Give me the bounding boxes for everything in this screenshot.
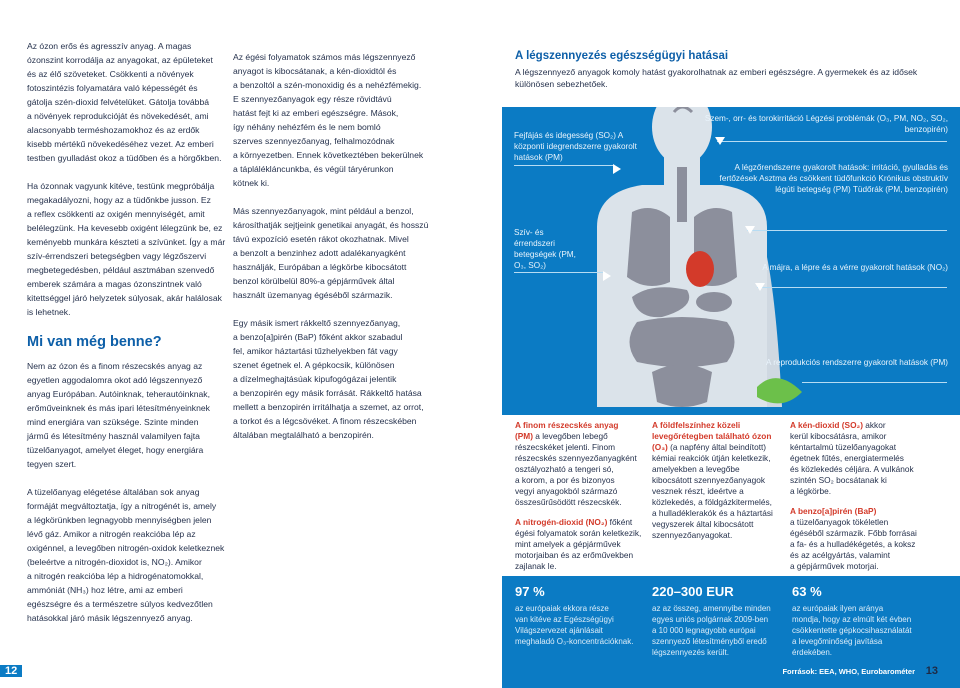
eye-arrow-icon	[715, 137, 725, 145]
left-column-2	[233, 50, 438, 456]
left-lung-icon	[627, 208, 670, 286]
bap-fact-text: a tüzelőanyagok tökéletlen égéséből származik. Főbb forrásai a fa- és a hulladékégetés, a koksz és az acélgyártás, valamint a gépjárművek motorjai.	[790, 517, 917, 571]
stat-car-use	[792, 584, 932, 658]
heart-disease-label: Szív- és érrendszeri betegségek (PM, O₃, SO₂)	[514, 228, 576, 270]
left-column-1	[27, 39, 227, 639]
headache-leader-line	[514, 165, 614, 166]
right-page	[502, 0, 960, 688]
reproductive-organ-icon	[652, 365, 712, 408]
stat-value: 220–300 EUR	[652, 584, 734, 599]
benzene-paragraph: Más szennyezőanyagok, mint például a benzol, károsíthatják sejtjeink genetikai anyagát, és hosszú távú expozíció esetén rákot okozhatnak. Mivel a benzolt a benzinhez adott adalékanyagként használják, Európában a légkörbe kibocsátott benzol körülbelül 80%-a gépjárművek által használt üzemanyag égéséből származik.	[233, 206, 429, 300]
respiratory-arrow-icon	[745, 226, 755, 234]
so2-fact-title: A kén-dioxid (SO₂)	[790, 420, 863, 430]
stat-pollution-cost	[652, 584, 787, 658]
benzopyrene-paragraph: Egy másik ismert rákkeltő szennyezőanyag, a benzo[a]pirén (BaP) főként akkor szabadul fel, amikor háztartási tűzhelyekben fát vagy szenet égetnek el. A gépkocsik, különösen a dízelmeghajtásúak kipufogógázai jelentik a benzopirén egy másik forrását. Rákkeltő hatása mellett a benzopirén irritálhatja a szemet, az orrot, a torkot és a légcsövéket. A finom részecskében általában megtalálható a benzopirén.	[233, 318, 424, 440]
page-number-left: 12	[0, 665, 22, 677]
intestines-icon	[630, 317, 735, 367]
heart-arrow-icon	[603, 271, 611, 281]
combustion-paragraph: Az égési folyamatok számos más légszennyező anyagot is kibocsátanak, a kén-dioxidtól és a benzoltól a szén-monoxidig és a nehézfémekig. E szennyezőanyagok egy része rövidtávú hatást fejt ki az emberi egészségre. Mások, így néhány nehézfém és le nem bomló szerves szennyezőanyag, felhalmozódnak a környezetben. Ennek következtében bekerülnek a táplálékláncunkba, és végül táryérunkon kötnek ki.	[233, 52, 424, 188]
respiratory-label: A légzőrendszerre gyakorolt hatások: irritáció, gyulladás és fertőzések Asztma és csökkent tüdőfunkció Krónikus obstruktív légúti betegség (PM) Tüdőrák (PM, benzopirén)	[719, 163, 948, 194]
liver-effects-label: A májra, a lépre és a vérre gyakorolt hatások (NO₂)	[762, 263, 948, 272]
heart-icon	[686, 251, 714, 287]
respiratory-leader-line	[747, 230, 947, 231]
infographic-title: A légszennyezés egészségügyi hatásai	[515, 50, 729, 62]
stat-value: 97 %	[515, 584, 545, 599]
leaf-icon	[757, 378, 802, 403]
bap-fact-title: A benzo[a]pirén (BaP)	[790, 506, 877, 516]
page-number-right: 13	[925, 665, 938, 677]
headache-arrow-icon	[613, 164, 621, 174]
stat-ozone-exposure	[515, 584, 645, 647]
no2-fact-text: főként égési folyamatok során keletkezik, mint amelyek a gépjárművek motorjaiban és az erőművekben zajlanak le.	[515, 517, 642, 571]
liver-leader-line	[757, 287, 947, 288]
body-infographic	[502, 107, 960, 415]
stats-panel	[502, 576, 960, 688]
stat-value: 63 %	[792, 584, 822, 599]
ozone-exposure-paragraph: Ha ózonnak vagyunk kitéve, testünk megpróbálja megakadályozni, hogy az a tüdőnkbe jusson. Ez a reflex csökkenti az oxigén mennyiségét, amit belélegzünk. Ha kevesebb oxigént lélegzünk be, ez keményebb munkára készteti a szívünket. Így a már szív-érrendszeri betegségben vagy légzőszervi megbetegedésben, például asztmában szenvedő emberek számára a magas ózonszintnek való kitettséggel járó helyzetek súlyosak, akár halálosak is lehetnek.	[27, 181, 226, 317]
section-heading: Mi van még benne?	[27, 334, 162, 350]
ozone-paragraph: Az ózon erős és agresszív anyag. A magas ózonszint korrodálja az anyagokat, az épületeket és az élő szöveteket. Csökkenti a növények fotoszintézis folyamatára való képességét és gátolja szén-dioxid felvételüket. Gátolja továbbá a növények reprodukcióját és növekedését, ami alacsonyabb terméshozamokhoz és az erdők kisebb mértékű növekedéséhez vezet. Az emberi testben gyulladást okoz a tüdőben és a hörgőkben.	[27, 41, 222, 163]
reproductive-label: A reprodukciós rendszerre gyakorolt hatások (PM)	[765, 358, 948, 367]
eye-irritation-label: Szem-, orr- és torokirritáció Légzési problémák (O₃, PM, NO₂, SO₂, benzopirén)	[704, 114, 948, 134]
eye-leader-line	[717, 141, 947, 142]
o3-fact-text: (a napfény által beindított) kémiai reakciók útján keletkezik, amelyekben a levegőbe kibocsátott szennyezőanyagok vesznek részt, ideértve a közlekedés, a földgázkitermelés, a hulladéklerakók és a háztartási vegyszerek által kibocsátott szennyezőanyagokat.	[652, 442, 773, 540]
heart-leader-line	[514, 272, 604, 273]
so2-fact-text: akkor kerül kibocsátásra, amikor kéntartalmú tüzelőanyagokat égetnek fűtés, energiatermelés és közlekedés céljára. A vulkánok szintén SO₂ bocsátanak ki a légkörbe.	[790, 420, 914, 496]
stat-text: az az összeg, amennyibe minden egyes uniós polgárnak 2009-ben a 10 000 legnagyobb európai szennyező létesítményből eredő légszennyezés került.	[652, 604, 771, 657]
o3-fact-title: A földfelszínhez közeli levegőrétegben található ózon (O₃)	[652, 420, 772, 452]
trachea-icon	[677, 167, 687, 222]
infographic-subtitle: A légszennyező anyagok komoly hatást gyakorolhatnak az emberi egészségre. A gyermekek és az idősek különösen sebezhetőek.	[515, 67, 918, 89]
other-pollutants-paragraph: Nem az ózon és a finom részecskés anyag az egyetlen aggodalomra okot adó légszennyező anyag Európában. Autóinknak, teherautóinknak, erőműveinknek és más ipari létesítményeinknek mind energiára van szüksége. Szinte minden jármű és létesítmény használ valamilyen fajta tüzelőanyagot, amelyet éleget, hogy energiára tegyen szert.	[27, 361, 210, 469]
so2-fact	[790, 420, 930, 581]
liver-arrow-icon	[755, 283, 765, 291]
stat-text: az európaiak ilyen arányа mondja, hogy az elmúlt két évben csökkentette gépkocsihasználatát a levegőminőség javítása érdekében.	[792, 604, 912, 657]
pm-fact-title: A finom részecskés anyag (PM)	[515, 420, 619, 441]
nitrogen-paragraph: A tüzelőanyag elégetése általában sok anyag formáját megváltoztatja, így a nitrogénét is, amely a légkörünkben legnagyobb mennyiségben jelen lévő gáz. Amikor a nitrogén reakcióba lép az oxigénnel, a levegőben nitrogén-oxidok keletkeznek (beleértve a nitrogén-dioxidot is, NO₂). Amikor a nitrogén reakcióba lép a hidrogénatomokkal, ammóniát (NH₃) hoz létre, ami az emberi egészségre és a természetre súlyos kedvezőtlen hatásokkal járó másik légszennyező anyag.	[27, 487, 225, 623]
headache-label: Fejfájás és idegesség (SO₂) A központi idegrendszerre gyakorolt hatások (PM)	[514, 131, 637, 162]
no2-fact-title: A nitrogén-dioxid (NO₂)	[515, 517, 608, 527]
sources-note: Források: EEA, WHO, Eurobarométer	[782, 667, 915, 676]
stat-text: az európaiak ekkora része van kitéve az Egészségügyi Világszervezet ajánlásait meghaladó O₃-koncentrációknak.	[515, 604, 634, 646]
reproductive-leader-line	[802, 382, 947, 383]
ozone-fact	[652, 420, 787, 550]
pm-fact-text: a levegőben lebegő részecskéket jelenti. Finom részecskés szennyezőanyagként osztályozható a tengeri só, a korom, a por és bizonyos vegyi anyagokból származó összesűrűsödött részecskék.	[515, 431, 637, 507]
pm-fact	[515, 420, 645, 581]
stomach-icon	[696, 292, 732, 312]
